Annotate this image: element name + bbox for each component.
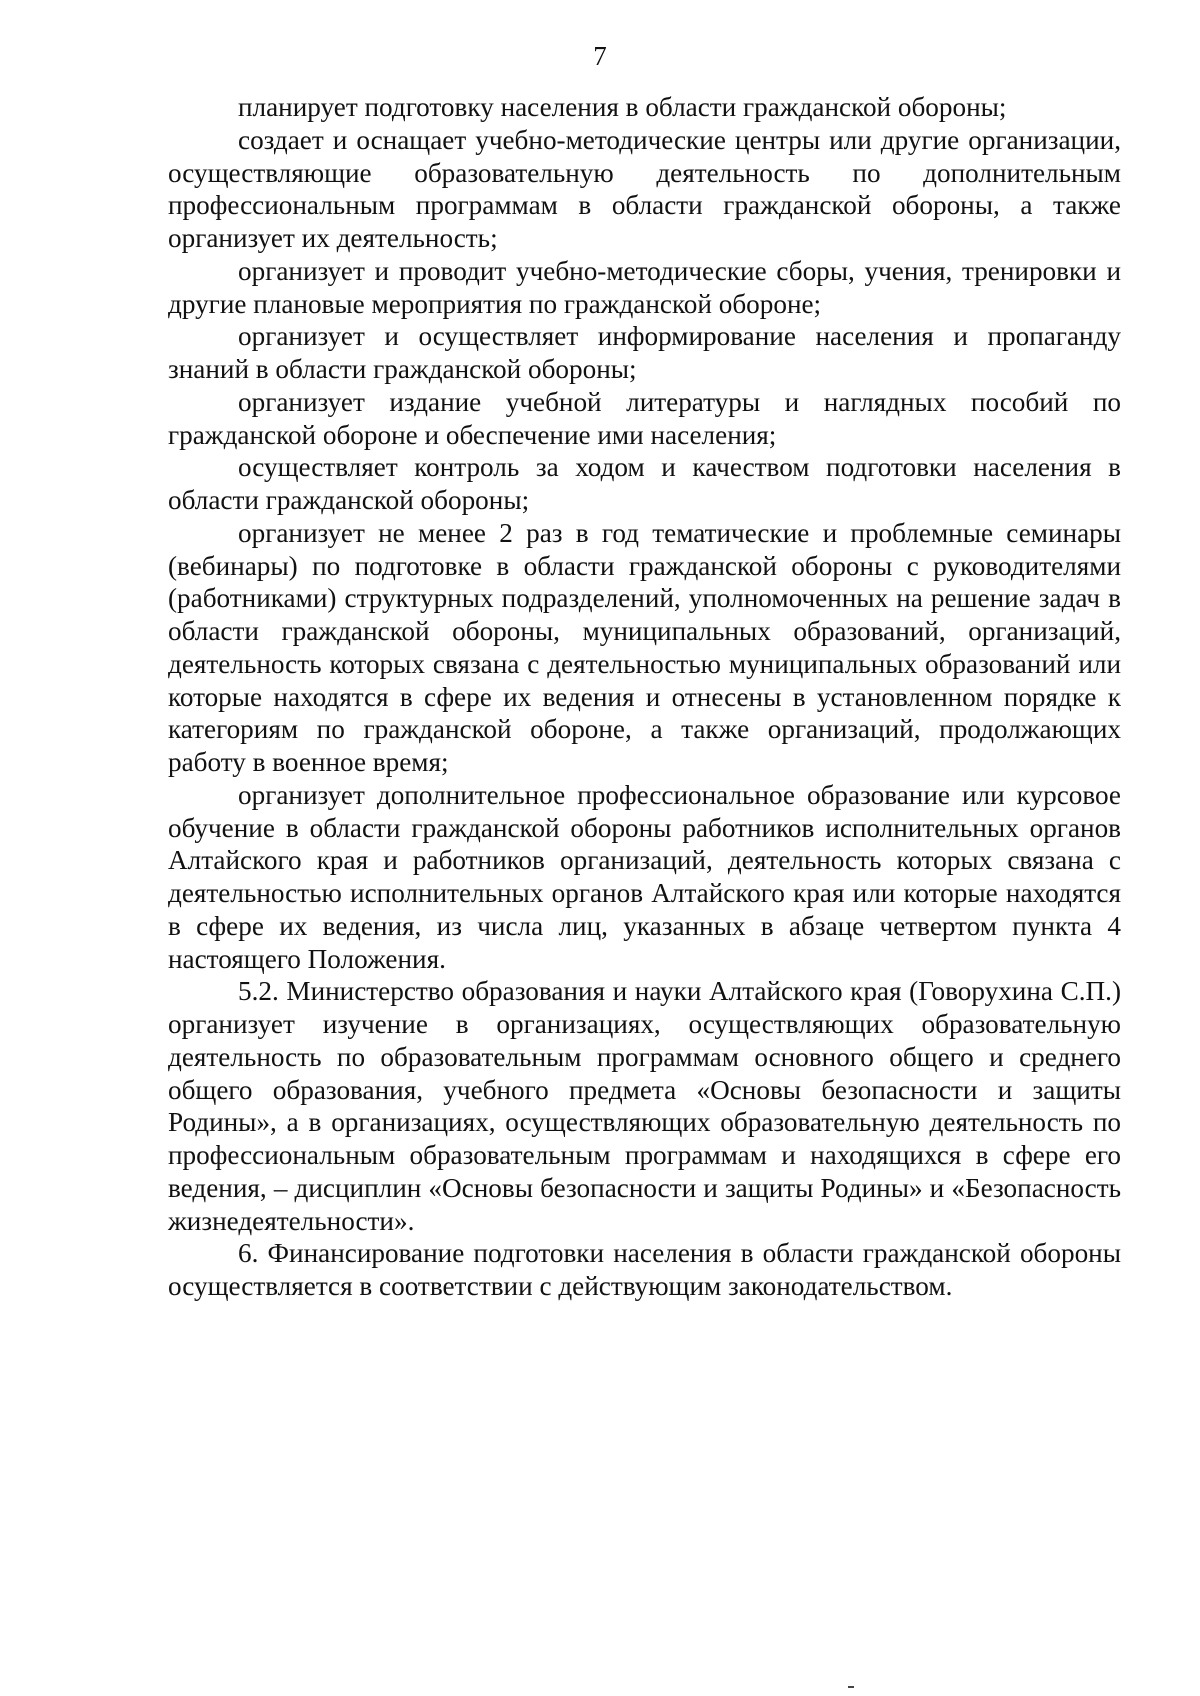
paragraph-organizes-exercises: организует и проводит учебно-методические сборы, учения, тренировки и другие плановые мероприятия по гражданской обороне; <box>168 255 1121 319</box>
paragraph-informs-population: организует и осуществляет информирование населения и пропаганду знаний в области гражданской обороны; <box>168 321 1121 384</box>
paragraph-controls-training: осуществляет контроль за ходом и качеством подготовки населения в области гражданской обороны; <box>168 452 1121 515</box>
paragraph-publishes-literature: организует издание учебной литературы и наглядных пособий по гражданской обороне и обеспечение ими населения; <box>168 386 1121 450</box>
paragraph-creates-centers: создает и оснащает учебно-методические центры или другие организации, осуществляющие образовательную деятельность по дополнительным профессиональным программам в области гражданской обороны, а также организует их деятельность; <box>168 124 1121 253</box>
paragraph-plans-training: планирует подготовку населения в области гражданской обороны; <box>238 92 1007 122</box>
paragraph-6-financing: 6. Финансирование подготовки населения в области гражданской обороны осуществляется в соответствии с действующим законодательством. <box>168 1238 1121 1301</box>
scan-mark <box>848 1686 854 1688</box>
page-number: 7 <box>593 41 607 71</box>
paragraph-organizes-seminars: организует не менее 2 раз в год тематические и проблемные семинары (вебинары) по подготовке в области гражданской обороны с руководителями (работниками) структурных подразделений, уполномоченных на решение задач в области гражданской обороны, муниципальных образований, организаций, деятельность которых связана с деятельностью муниципальных образований или которые находятся в сфере их ведения и отнесены в установленном порядке к категориям по гражданской обороне, а также организаций, продолжающих работу в военное время; <box>168 517 1121 777</box>
paragraph-5-2-ministry: 5.2. Министерство образования и науки Алтайского края (Говорухина С.П.) организует изучение в организациях, осуществляющих образовательную деятельность по образовательным программам основного общего и среднего общего образования, учебного предмета «Основы безопасности и защиты Родины», а в организациях, осуществляющих образовательную деятельность по профессиональным образовательным программам и находящихся в сфере его ведения, – дисциплин «Основы безопасности и защиты Родины» и «Безопасность жизнедеятельности». <box>168 976 1121 1236</box>
document-body <box>168 91 1121 1303</box>
paragraph-additional-education: организует дополнительное профессиональное образование или курсовое обучение в области гражданской обороны работников исполнительных органов Алтайского края и работников организаций, деятельность которых связана с деятельностью исполнительных органов Алтайского края или которые находятся в сфере их ведения, из числа лиц, указанных в абзаце четвертом пункта 4 настоящего Положения. <box>168 779 1121 974</box>
